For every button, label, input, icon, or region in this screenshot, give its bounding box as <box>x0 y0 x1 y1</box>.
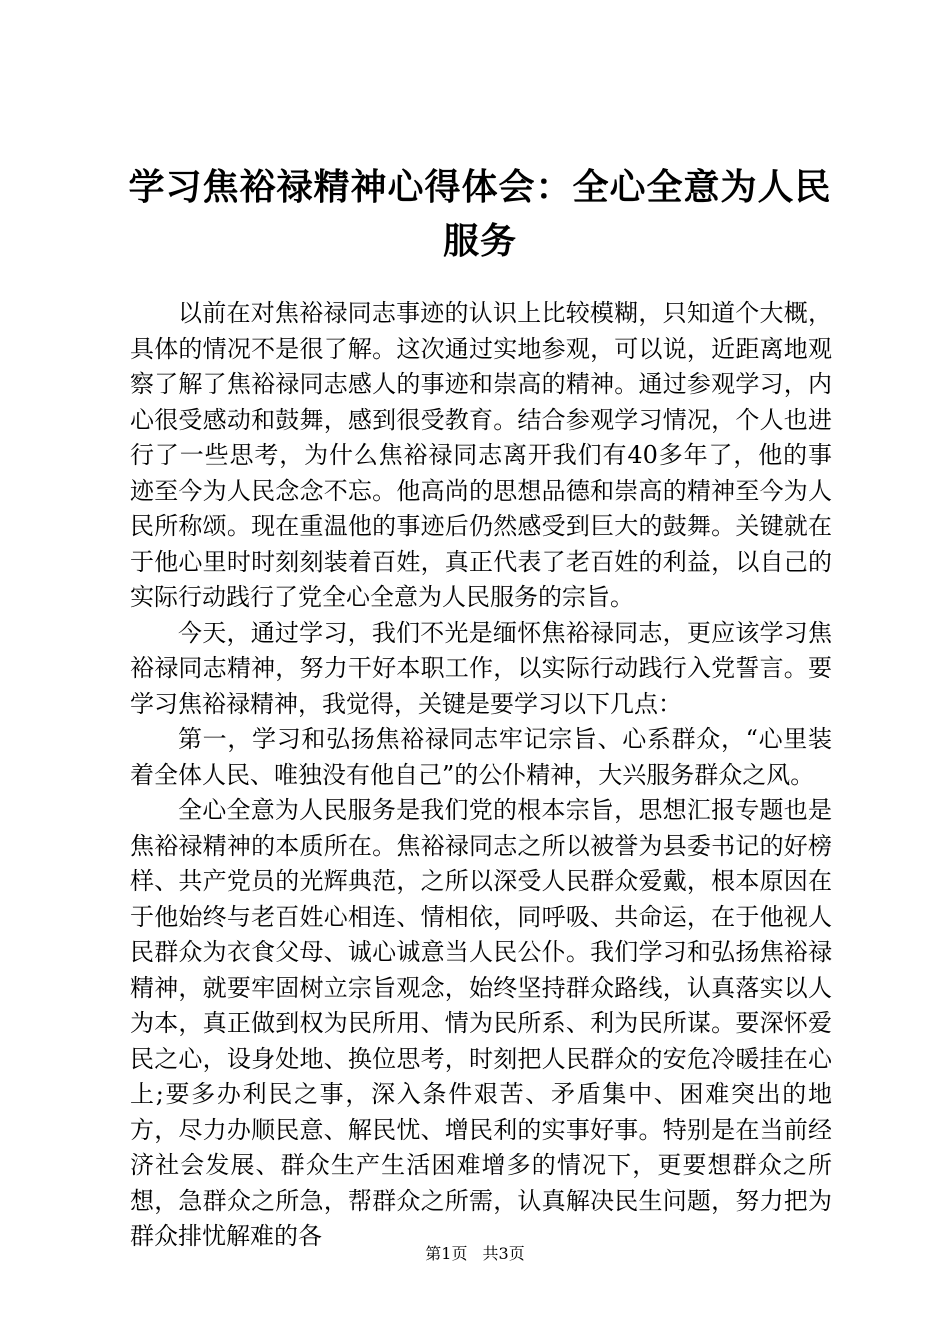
document-title: 学习焦裕禄精神心得体会：全心全意为人民服务 <box>128 166 832 262</box>
paragraph: 全心全意为人民服务是我们党的根本宗旨，思想汇报专题也是焦裕禄精神的本质所在。焦裕禄同志之所以被誉为县委书记的好榜样、共产党员的光辉典范，之所以深受人民群众爱戴，根本原因在于他始终与老百姓心相连、情相依，同呼吸、共命运，在于他视人民群众为衣食父母、诚心诚意当人民公仆。我们学习和弘扬焦裕禄精神，就要牢固树立宗旨观念，始终坚持群众路线，认真落实以人为本，真正做到权为民所用、情为民所系、利为民所谋。要深怀爱民之心，设身处地、换位思考，时刻把人民群众的安危冷暖挂在心上;要多办利民之事，深入条件艰苦、矛盾集中、困难突出的地方，尽力办顺民意、解民忧、增民利的实事好事。特别是在当前经济社会发展、群众生产生活困难增多的情况下，更要想群众之所想，急群众之所急，帮群众之所需，认真解决民生问题，努力把为群众排忧解难的各 <box>130 796 832 1250</box>
page-footer <box>0 1244 950 1264</box>
paragraph: 以前在对焦裕禄同志事迹的认识上比较模糊，只知道个大概，具体的情况不是很了解。这次通过实地参观，可以说，近距离地观察了解了焦裕禄同志感人的事迹和崇高的精神。通过参观学习，内心很受感动和鼓舞，感到很受教育。结合参观学习情况，个人也进行了一些思考，为什么焦裕禄同志离开我们有40多年了，他的事迹至今为人民念念不忘。他高尚的思想品德和崇高的精神至今为人民所称颂。现在重温他的事迹后仍然感受到巨大的鼓舞。关键就在于他心里时时刻刻装着百姓，真正代表了老百姓的利益，以自己的实际行动践行了党全心全意为人民服务的宗旨。 <box>130 299 832 611</box>
paragraph: 今天，通过学习，我们不光是缅怀焦裕禄同志，更应该学习焦裕禄同志精神，努力干好本职工作，以实际行动践行入党誓言。要学习焦裕禄精神，我觉得，关键是要学习以下几点： <box>130 618 832 718</box>
paragraph: 第一，学习和弘扬焦裕禄同志牢记宗旨、心系群众，“心里装着全体人民、唯独没有他自己”的公仆精神，大兴服务群众之风。 <box>130 725 832 789</box>
document-body <box>130 296 832 1255</box>
page-total: 共3页 <box>482 1244 525 1263</box>
page-number: 第1页 <box>425 1244 468 1263</box>
